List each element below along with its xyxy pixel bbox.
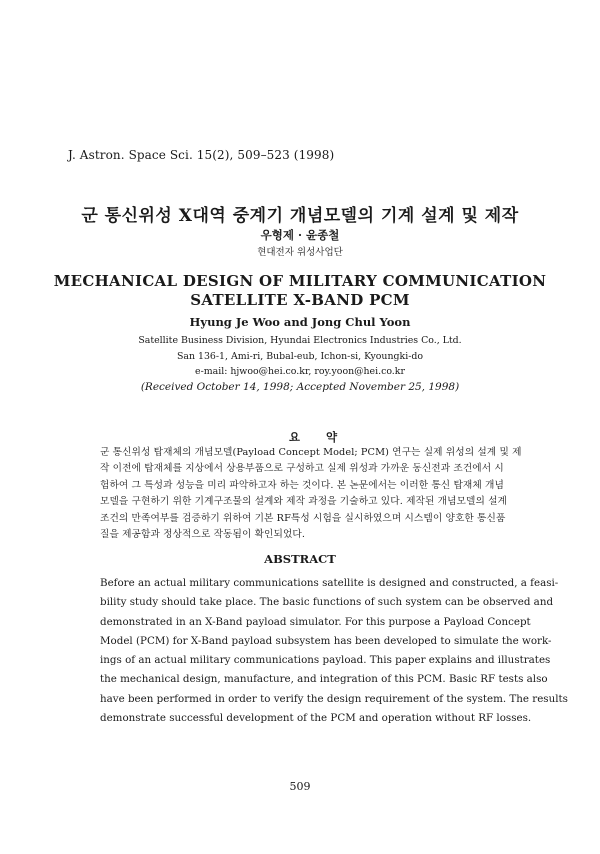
page-number: 509 bbox=[289, 780, 311, 793]
abstract-line: ings of an actual military communications payload. This paper explains and illustrates bbox=[100, 654, 551, 667]
english-authors: Hyung Je Woo and Jong Chul Yoon bbox=[189, 315, 411, 329]
abstract-line: the mechanical design, manufacture, and integration of this PCM. Basic RF tests also bbox=[100, 673, 548, 686]
english-abstract bbox=[100, 574, 568, 728]
english-title-line: SATELLITE X-BAND PCM bbox=[190, 291, 410, 309]
english-title-line: MECHANICAL DESIGN OF MILITARY COMMUNICATION bbox=[53, 272, 547, 290]
abstract-line: 조건의 만족여부를 검증하기 위하여 기본 RF특성 시험을 실시하였으며 시스템이 양호한 통신품 bbox=[100, 512, 506, 524]
abstract-line: Before an actual military communications satellite is designed and constructed, a feasi- bbox=[100, 577, 559, 589]
english-abstract-heading: ABSTRACT bbox=[264, 552, 336, 566]
korean-authors: 우형제 · 윤종철 bbox=[260, 228, 340, 242]
korean-abstract bbox=[100, 445, 522, 543]
abstract-line: Model (PCM) for X-Band payload subsystem has been developed to simulate the work- bbox=[100, 634, 552, 647]
abstract-line: 질을 제공함과 정상적으로 작동됨이 확인되었다. bbox=[100, 529, 306, 541]
abstract-line: 군 통신위성 탑재체의 개념모델(Payload Concept Model; PCM) 연구는 실제 위성의 설계 및 제 bbox=[100, 447, 522, 458]
received-date: (Received October 14, 1998; Accepted November 25, 1998) bbox=[140, 381, 460, 393]
abstract-line: bility study should take place. The basic functions of such system can be observed and bbox=[100, 596, 554, 609]
korean-abstract-heading: 요약 bbox=[288, 430, 364, 444]
abstract-line: demonstrated in an X-Band payload simulator. For this purpose a Payload Concept bbox=[100, 615, 531, 628]
korean-affiliation: 현대전자 위성사업단 bbox=[257, 247, 343, 258]
abstract-line: demonstrate successful development of the PCM and operation without RF losses. bbox=[100, 712, 532, 725]
abstract-line: have been performed in order to verify the design requirement of the system. The results bbox=[100, 692, 568, 705]
english-title bbox=[0, 272, 600, 310]
korean-title: 군 통신위성 X대역 중계기 개념모델의 기계 설계 및 제작 bbox=[81, 206, 519, 226]
address-line: San 136-1, Ami-ri, Bubal-eub, Ichon-si, Kyoungki-do bbox=[176, 350, 424, 362]
journal-reference: J. Astron. Space Sci. 15(2), 509–523 (1998) bbox=[68, 148, 335, 162]
affiliation-line: Satellite Business Division, Hyundai Electronics Industries Co., Ltd. bbox=[138, 335, 462, 346]
english-affiliation bbox=[0, 333, 600, 380]
email-line: e-mail: hjwoo@hei.co.kr, roy.yoon@hei.co.kr bbox=[195, 366, 405, 377]
abstract-line: 모델을 구현하기 위한 기계구조물의 설계와 제작 과정을 기술하고 있다. 제작된 개념모델의 설계 bbox=[100, 496, 508, 508]
abstract-line: 작 이전에 탑재체를 지상에서 상용부품으로 구성하고 실제 위성과 가까운 동신전과 조건에서 시 bbox=[100, 463, 504, 475]
abstract-line: 험하여 그 특성과 성능을 미리 파악하고자 하는 것이다. 본 논문에서는 이러한 통신 탑재체 개념 bbox=[100, 479, 504, 491]
